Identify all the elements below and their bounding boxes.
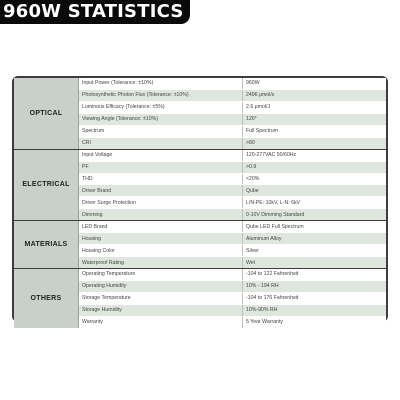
table-row [79, 269, 386, 281]
table-row [79, 185, 386, 197]
spec-value-cell: -104 to 176 Fahrenheit [246, 295, 299, 302]
table-row [79, 138, 386, 149]
table-row [79, 245, 386, 257]
spec-name-cell: CRI [79, 138, 243, 149]
table-row [79, 197, 386, 209]
table-row [79, 102, 386, 114]
spec-name-cell: Waterproof Rating [79, 257, 243, 268]
spec-name-cell: Storage Humidity [79, 305, 243, 316]
table-row [79, 257, 386, 268]
spec-name-cell: Luminous Efficacy (Tolerance: ±5%) [79, 102, 243, 113]
spec-value-cell: 120° [246, 116, 257, 123]
spec-name-cell: Operating Temperature [79, 269, 243, 280]
table-row [79, 209, 386, 220]
spec-value-cell: Wet [246, 259, 256, 266]
spec-name-cell: Photosynthetic Photon Flux (Tolerance: ±10%) [79, 90, 243, 101]
table-row [79, 126, 386, 138]
spec-value-cell: >0.9 [246, 164, 257, 171]
section-rows [79, 221, 386, 268]
spec-section-electrical [14, 149, 386, 221]
table-row [79, 233, 386, 245]
spec-value-cell: <20% [246, 175, 260, 182]
spec-name-cell: Driver Surge Protection [79, 197, 243, 208]
spec-name-cell: Viewing Angle (Tolerance: ±10%) [79, 114, 243, 125]
section-label: OTHERS [14, 269, 79, 328]
table-row [79, 90, 386, 102]
spec-name-cell: Input Power (Tolerance: ±10%) [79, 78, 243, 89]
section-label: ELECTRICAL [14, 150, 79, 221]
spec-value-cell: >80 [246, 140, 255, 147]
spec-value-cell: L/N-PE: 10kV, L-N: 6kV [246, 199, 301, 206]
spec-name-cell: PF [79, 162, 243, 173]
table-row [79, 281, 386, 293]
spec-value-cell: Silver [246, 247, 259, 254]
section-rows [79, 269, 386, 328]
spec-value-cell: 10% - 194 RH [246, 283, 279, 290]
table-row [79, 162, 386, 174]
spec-name-cell: Housing Color [79, 245, 243, 256]
spec-value-cell: 2.6 μmol/J [246, 104, 271, 111]
spec-value-cell: 2496 μmol/s [246, 92, 275, 99]
table-row [79, 78, 386, 90]
spec-name-cell: Dimming [79, 209, 243, 220]
spec-section-optical [14, 78, 386, 149]
spec-section-others [14, 268, 386, 328]
table-row [79, 317, 386, 328]
spec-name-cell: Spectrum [79, 126, 243, 137]
spec-name-cell: LED Brand [79, 221, 243, 232]
page-title: 960W STATISTICS [0, 0, 190, 24]
section-rows [79, 78, 386, 149]
spec-value-cell: -104 to 122 Fahrenheit [246, 271, 299, 278]
spec-name-cell: Warranty [79, 317, 243, 328]
spec-value-cell: Full Spectrum [246, 128, 278, 135]
spec-name-cell: Housing [79, 233, 243, 244]
spec-value-cell: 5 Year Warranty [246, 319, 284, 326]
table-row [79, 221, 386, 233]
spec-section-materials [14, 220, 386, 268]
table-row [79, 293, 386, 305]
spec-value-cell: Aluminum Alloy [246, 235, 282, 242]
spec-value-cell: Qube LED Full Spectrum [246, 223, 304, 230]
section-rows [79, 150, 386, 221]
section-label: OPTICAL [14, 78, 79, 149]
spec-value-cell: 0-10V Dimming Standard [246, 211, 305, 218]
table-row [79, 150, 386, 162]
table-row [79, 305, 386, 317]
table-row [79, 174, 386, 186]
spec-name-cell: Input Voltage [79, 150, 243, 161]
spec-table [12, 76, 388, 326]
spec-value-cell: 960W [246, 80, 260, 87]
spec-name-cell: Operating Humidity [79, 281, 243, 292]
spec-name-cell: Driver Brand [79, 185, 243, 196]
spec-name-cell: Storage Temperature [79, 293, 243, 304]
spec-name-cell: THD [79, 174, 243, 185]
spec-value-cell: Qube [246, 187, 259, 194]
spec-value-cell: 10%-90% RH [246, 307, 278, 314]
spec-value-cell: 120-277VAC 50/60Hz [246, 152, 297, 159]
spec-table-body [14, 78, 386, 326]
section-label: MATERIALS [14, 221, 79, 268]
table-row [79, 114, 386, 126]
